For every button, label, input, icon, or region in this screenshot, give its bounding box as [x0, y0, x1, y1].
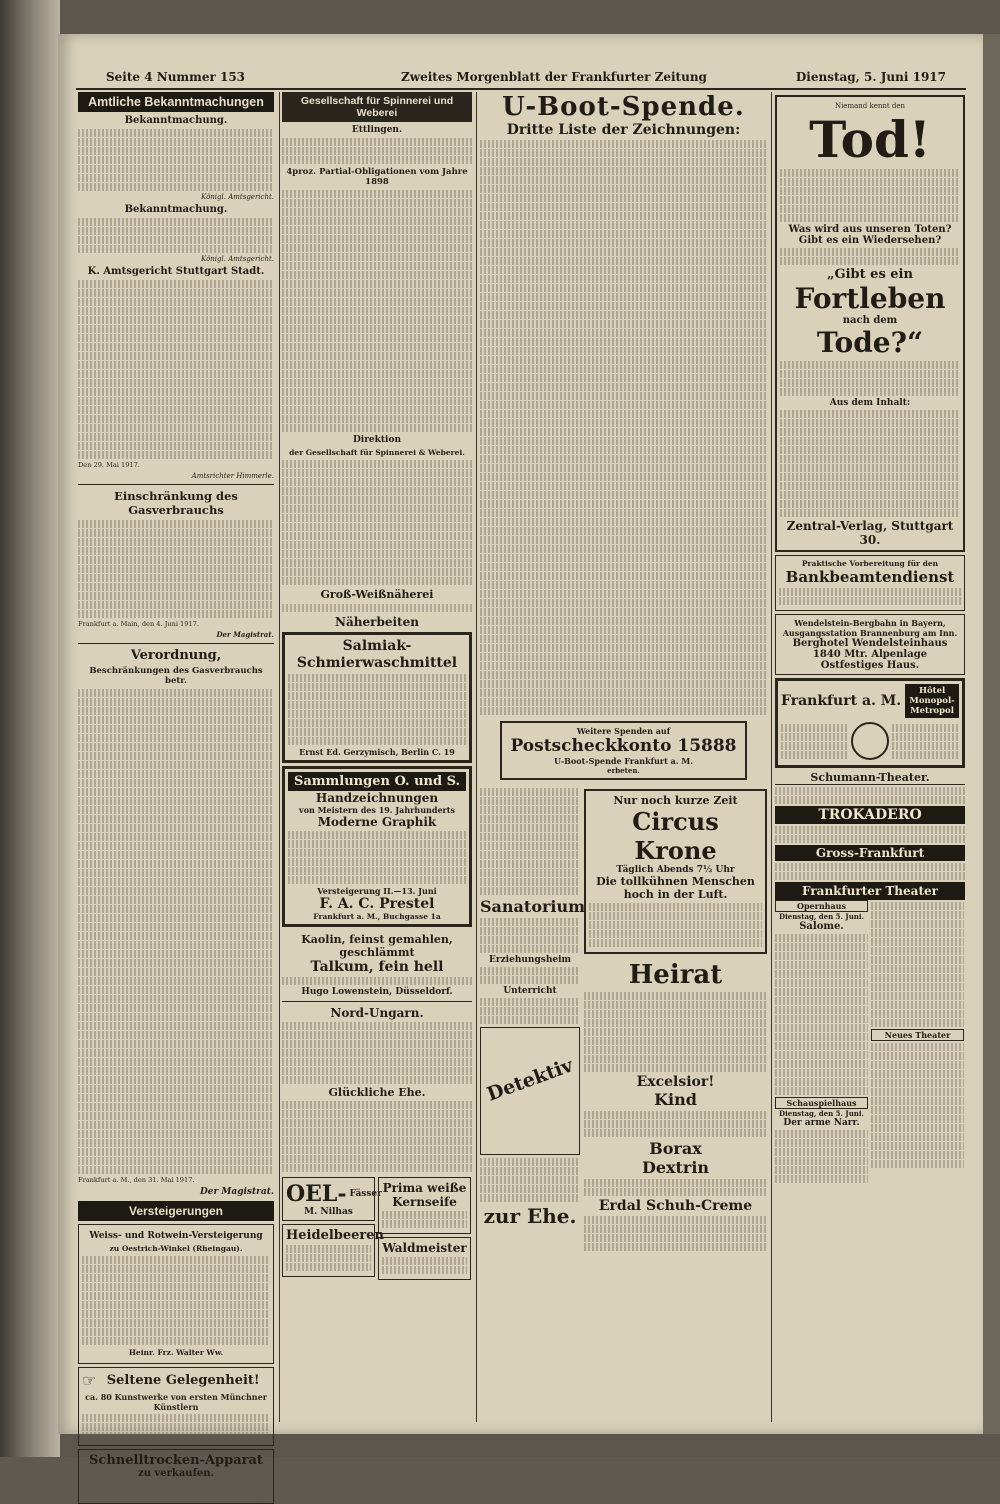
ordinance-subtitle: Beschränkungen des Gasverbrauchs betr. [89, 666, 263, 687]
sanatorium-title: Sanatorium [480, 897, 586, 916]
dryer-ad [78, 1449, 274, 1504]
book-pre: „Gibt es ein [827, 266, 913, 282]
hotel-city: Frankfurt a. M. [781, 692, 902, 709]
wine-auction-place: zu Oestrich-Winkel (Rheingau). [109, 1243, 243, 1253]
ordinance-place: Frankfurt a. M., den 31. Mai 1917. [78, 1176, 195, 1185]
faesser-title: Fässer [349, 1189, 382, 1199]
schumann-title: Schumann-Theater. [775, 771, 965, 785]
kernseife-ad [378, 1177, 471, 1234]
spinnerei-place: Ettlingen. [351, 125, 403, 135]
trokadero-title: TROKADERO [775, 806, 965, 824]
prestel-date: Versteigerung II.—13. Juni [317, 886, 437, 896]
book-question-2: Gibt es ein Wiedersehen? [798, 234, 942, 246]
hotel-name: Hôtel Monopol-Metropol [905, 684, 959, 718]
section-title-auctions: Versteigerungen [78, 1201, 274, 1221]
ehe-title: Glückliche Ehe. [328, 1086, 426, 1099]
schau-date: Dienstag, den 5. Juni. [779, 1108, 864, 1118]
prestel-auction-ad [282, 766, 472, 927]
notice-signature: Königl. Amtsgericht. [201, 193, 274, 201]
heidelbeeren-ad [282, 1224, 384, 1277]
detektiv-title: Detektiv [484, 1054, 576, 1106]
naeherei-title: Groß-Weißnäherei [320, 588, 434, 601]
column-1 [78, 92, 274, 1479]
book-publisher: Zentral-Verlag, Stuttgart 30. [786, 518, 954, 547]
notice-date: Den 29. Mai 1917. [78, 461, 140, 469]
gross-frankfurt-title: Gross-Frankfurt [775, 845, 965, 861]
column-rule [279, 92, 280, 1422]
book-question-1: Was wird aus unseren Toten? [788, 223, 952, 235]
book-title-3: Tode?“ [816, 325, 924, 359]
page-header [76, 66, 966, 90]
postscheck-ad [500, 721, 747, 780]
bergbahn-sub-2: Berghotel Wendelsteinhaus [792, 637, 948, 649]
notice-signature: Königl. Amtsgericht. [201, 255, 274, 263]
postscheck-number: Postscheckkonto 15888 [510, 736, 737, 756]
bergbahn-sub: Ausgangsstation Brannenburg am Inn. [782, 627, 958, 638]
book-ad [775, 95, 965, 552]
bergbahn-haus: Ostfestiges Haus. [820, 659, 920, 671]
salmiak-title: Salmiak-Schmierwaschmittel [296, 638, 458, 671]
book-title-1: Fortleben [794, 281, 946, 315]
circus-line: Täglich Abends 7½ Uhr [616, 865, 735, 875]
notice-body [78, 280, 274, 459]
dryer-title: Schnelltrocken-Apparat [89, 1452, 263, 1468]
theater-listings [775, 900, 965, 1185]
bank-ad [775, 555, 965, 611]
spinnerei-bond: 4proz. Partial-Obligationen vom Jahre 1898 [286, 167, 468, 187]
gas-notice-place: Frankfurt a. Main, den 4. Juni 1917. [78, 619, 199, 628]
schauspielhaus-title: Schauspielhaus [775, 1097, 868, 1109]
wine-auction-ad [78, 1224, 274, 1364]
kind-title: Kind [654, 1090, 697, 1109]
header-page-number: Seite 4 Nummer 153 [106, 70, 246, 84]
waldmeister-title: Waldmeister [382, 1241, 467, 1255]
notice-signature: Amtsrichter Himmerle. [191, 471, 274, 480]
column-rule [476, 92, 477, 1422]
art-occasion-ad [78, 1367, 274, 1446]
prestel-subtitle-2: von Meistern des 19. Jahrhunderts [299, 805, 455, 815]
book-title-2: nach dem [842, 314, 898, 326]
talkum-firm: Hugo Lowenstein, Düsseldorf. [301, 987, 453, 997]
col3-lower-ads [480, 786, 767, 1253]
column-2 [282, 92, 472, 1422]
unterricht-title: Unterricht [503, 986, 557, 996]
ordinance-body [78, 689, 274, 1174]
oel-firm: M. Nilhas [304, 1207, 353, 1217]
nordungarn-title: Nord-Ungarn. [330, 1006, 424, 1020]
schau-piece: Der arme Narr. [783, 1117, 860, 1128]
naeherei-subtitle: Näherbeiten [335, 615, 419, 629]
oel-title: OEL- [286, 1181, 347, 1207]
hotel-ad [775, 678, 965, 768]
erziehungsheim-title: Erziehungsheim [488, 955, 572, 965]
salmiak-ad [282, 632, 472, 763]
notice-body [78, 129, 274, 191]
spinnerei-direktion-company: der Gesellschaft für Spinnerei & Weberei. [289, 448, 465, 457]
prestel-subtitle-3: Moderne Graphik [317, 815, 437, 829]
prestel-city: Frankfurt a. M., Buchgasse 1a [313, 912, 441, 921]
prestel-title: Sammlungen O. und S. [288, 772, 466, 791]
opernhaus-title: Opernhaus [775, 900, 868, 912]
borax-title: Borax [649, 1139, 702, 1158]
pointing-hand-icon: ☞ [82, 1370, 97, 1390]
heirat-title: Heirat [628, 960, 723, 990]
circus-top: Nur noch kurze Zeit [613, 794, 738, 807]
column-3 [480, 92, 767, 1422]
ehe-title-2: zur Ehe. [483, 1204, 577, 1228]
postscheck-pre: Weitere Spenden auf [576, 726, 671, 736]
notice-title: Bekanntmachung. [124, 204, 228, 215]
ordinance-title: Verordnung, [130, 648, 222, 664]
book-top: Niemand kennt den [834, 102, 906, 110]
uboot-subtitle: Dritte Liste der Zeichnungen: [506, 122, 741, 138]
detektiv-ad [480, 1027, 580, 1155]
salmiak-company: Ernst Ed. Gerzymisch, Berlin C. 19 [299, 747, 455, 757]
wine-auction-seller: Heinr. Frz. Walter Ww. [128, 1347, 224, 1357]
circus-ad [584, 789, 767, 954]
circus-act: Die tollkühnen Menschen hoch in der Luft. [596, 875, 755, 901]
talkum-title: Talkum, fein hell [310, 959, 444, 975]
notice-title: K. Amtsgericht Stuttgart Stadt. [87, 266, 265, 277]
book-inhalt: Aus dem Inhalt: [829, 397, 911, 408]
postscheck-sub: U-Boot-Spende Frankfurt a. M. [554, 756, 693, 766]
spinnerei-direktion: Direktion [352, 435, 402, 445]
section-title-announcements: Amtliche Bekanntmachungen [78, 92, 274, 112]
frankfurter-theater-title: Frankfurter Theater [775, 882, 965, 900]
erdal-title: Erdal Schuh-Creme [598, 1198, 753, 1214]
neues-theater-title: Neues Theater [871, 1029, 964, 1041]
kaolin-title: Kaolin, feinst gemahlen, geschlämmt [301, 933, 453, 959]
circus-title: Circus Krone [632, 807, 719, 865]
uboot-title: U-Boot-Spende. [502, 92, 745, 122]
uboot-donor-list [480, 140, 767, 715]
page-edge [983, 34, 1000, 1434]
header-date: Dienstag, 5. Juni 1917 [795, 70, 946, 84]
prestel-subtitle: Handzeichnungen [315, 791, 439, 805]
spinnerei-title: Gesellschaft für Spinnerei und Weberei [282, 92, 472, 122]
art-occasion-title: Seltene Gelegenheit! [106, 1372, 260, 1388]
column-4 [775, 92, 965, 1422]
tod-title: Tod! [809, 109, 931, 169]
column-rule [771, 92, 772, 1422]
oel-ad [282, 1177, 382, 1221]
kernseife-title: Prima weiße Kernseife [382, 1181, 467, 1209]
hotel-emblem-icon [851, 722, 889, 760]
book-binding [0, 0, 60, 1457]
heidelbeeren-title: Heidelbeeren [286, 1228, 384, 1243]
postscheck-sub-2: erbeten. [607, 766, 640, 775]
art-occasion-text: ca. 80 Kunstwerke von ersten Münchner Künstlern [85, 1391, 267, 1412]
gas-notice-signature: Der Magistrat. [216, 630, 274, 640]
dextrin-title: Dextrin [641, 1158, 710, 1177]
newspaper-page [58, 34, 983, 1479]
bank-title: Bankbeamtendienst [785, 567, 955, 586]
opern-date: Dienstag, den 5. Juni. [779, 911, 864, 921]
bergbahn-title: Wendelstein-Bergbahn in Bayern, [794, 617, 946, 628]
ordinance-signature: Der Magistrat. [200, 1186, 274, 1197]
excelsior-title: Excelsior! [636, 1074, 715, 1090]
notice-title: Bekanntmachung. [124, 115, 228, 126]
waldmeister-ad [378, 1237, 471, 1280]
opern-piece: Salome. [799, 920, 844, 932]
bergbahn-alt: 1840 Mtr. Alpenlage [812, 648, 928, 660]
gas-notice-body [78, 520, 274, 618]
bank-pre: Praktische Vorbereitung für den [801, 558, 939, 568]
wine-auction-title: Weiss- und Rotwein-Versteigerung [89, 1230, 263, 1241]
small-ads-row [282, 1174, 472, 1283]
gas-notice-title: Einschränkung des Gasverbrauchs [114, 488, 238, 517]
bergbahn-ad [775, 614, 965, 675]
header-paper-title: Zweites Morgenblatt der Frankfurter Zeitung [401, 70, 707, 84]
notice-body [78, 218, 274, 253]
prestel-firm: F. A. C. Prestel [319, 896, 435, 912]
dryer-subtitle: zu verkaufen. [138, 1467, 214, 1479]
